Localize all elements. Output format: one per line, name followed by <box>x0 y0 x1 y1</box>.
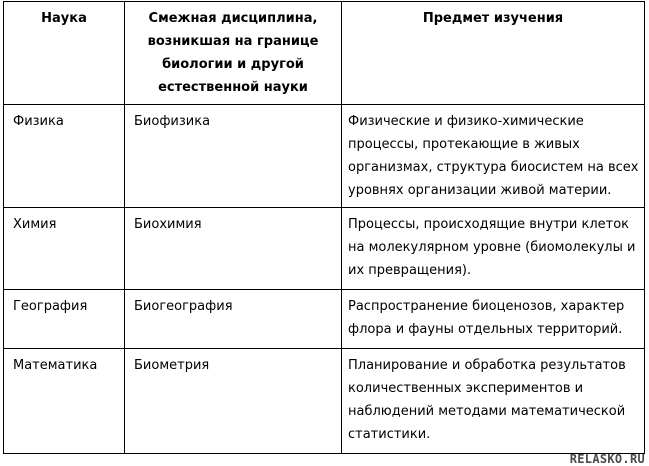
row-subject: Планирование и обработка результатов количественных экспериментов и наблюдений методами математической статистики. <box>342 349 645 454</box>
row-subject: Физические и физико-химические процессы, протекающие в живых организмах, структура биосистем на всех уровнях организации живой материи. <box>342 105 645 208</box>
science-table <box>3 1 645 454</box>
row-subject: Процессы, происходящие внутри клеток на молекулярном уровне (биомолекулы и их превращения). <box>342 208 645 290</box>
row-science: Физика <box>4 105 125 208</box>
row-discipline: Биохимия <box>125 208 342 290</box>
row-science: География <box>4 290 125 349</box>
table-row <box>4 290 645 349</box>
header-row <box>4 2 645 105</box>
site-watermark: RELASKO.RU <box>569 452 645 466</box>
table-row <box>4 105 645 208</box>
row-discipline: Биогеография <box>125 290 342 349</box>
table-row <box>4 349 645 454</box>
header-science: Наука <box>4 2 125 105</box>
row-science: Химия <box>4 208 125 290</box>
row-science: Математика <box>4 349 125 454</box>
row-subject: Распространение биоценозов, характер флора и фауны отдельных территорий. <box>342 290 645 349</box>
header-discipline: Смежная дисциплина, возникшая на границе биологии и другой естественной науки <box>125 2 342 105</box>
table-row <box>4 208 645 290</box>
row-discipline: Биометрия <box>125 349 342 454</box>
row-discipline: Биофизика <box>125 105 342 208</box>
header-subject: Предмет изучения <box>342 2 645 105</box>
